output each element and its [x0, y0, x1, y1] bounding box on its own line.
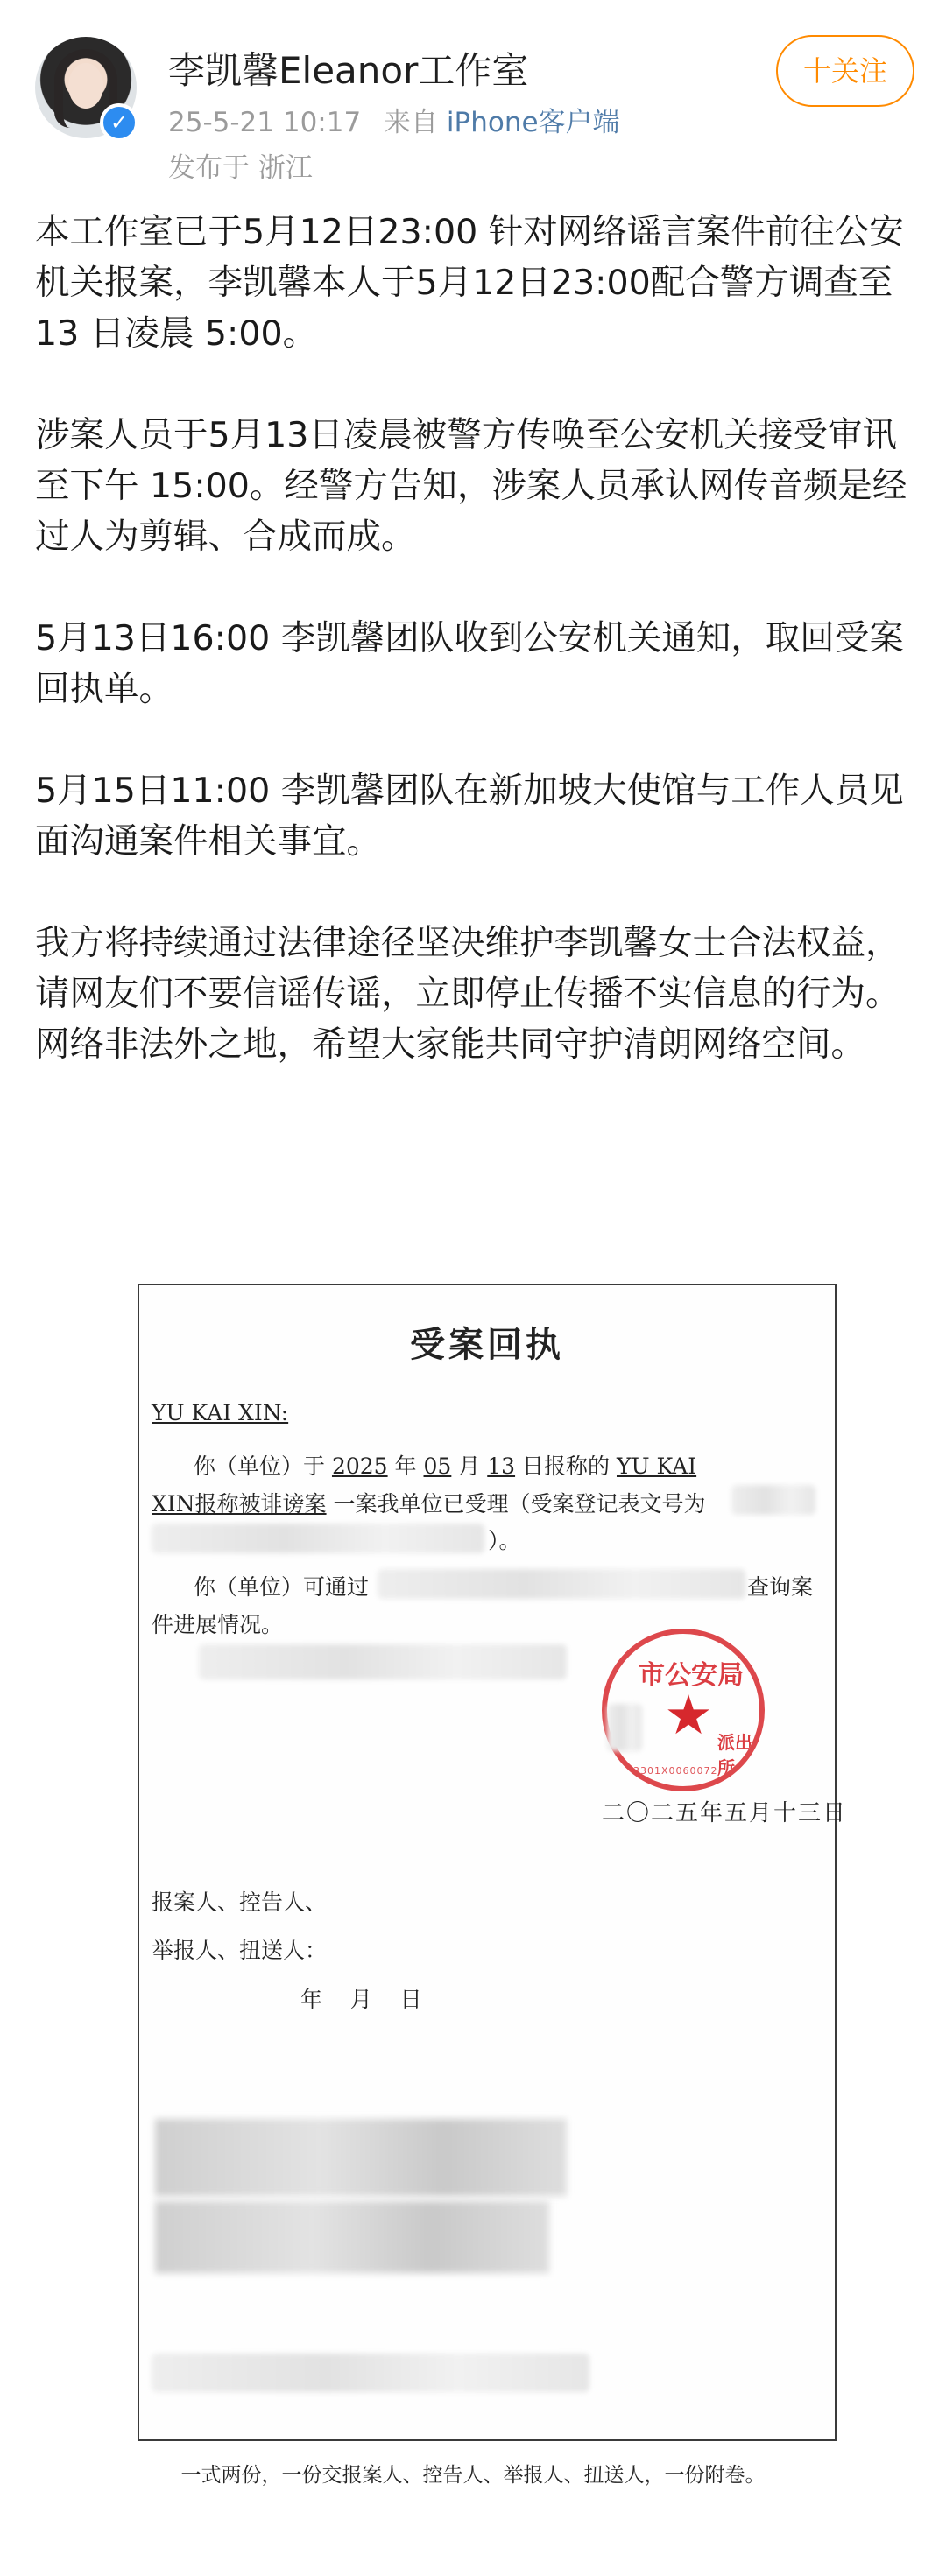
follow-button[interactable]: 十关注	[776, 35, 914, 107]
post-date: 25-5-21 10:17	[168, 107, 362, 138]
reporter-name: YU KAI	[616, 1453, 697, 1479]
redacted-seal-city	[607, 1704, 642, 1751]
redacted-block-1	[155, 2119, 567, 2196]
year-unit: 年	[394, 1453, 417, 1479]
redacted-query-method	[378, 1569, 745, 1599]
source-prefix: 来自	[384, 107, 439, 138]
document-addressee	[152, 1400, 288, 1425]
document-line-2	[152, 1487, 706, 1518]
stamp-date: 二〇二五年五月十三日	[602, 1800, 848, 1826]
case-name: XIN报称被诽谤案	[152, 1491, 327, 1517]
post-paragraph: 本工作室已于5月12日23:00 针对网络谣言案件前往公安机关报案，李凯馨本人于5月12日23:00配合警方调查至13 日凌晨 5:00。	[35, 212, 904, 354]
addressee-name: YU KAI XIN:	[152, 1400, 289, 1425]
document-footer-note: 一式两份，一份交报案人、控告人、举报人、扭送人，一份附卷。	[180, 2464, 766, 2487]
post-paragraph: 5月15日11:00 李凯馨团队在新加坡大使馆与工作人员见面沟通案件相关事宜。	[35, 771, 904, 862]
informant-label: 举报人、扭送人：	[152, 1938, 328, 1963]
verified-badge-icon: ✓	[100, 103, 138, 142]
avatar-face	[68, 63, 103, 109]
report-day: 13	[487, 1453, 516, 1479]
seal-code: 3301X0060072	[633, 1765, 718, 1777]
seal-top-text: 市公安局	[639, 1660, 744, 1691]
post-paragraph: 我方将持续通过法律途径坚决维护李凯馨女士合法权益，请网友们不要信谣传谣，立即停止传播不实信息的行为。网络非法外之地，希望大家能共同守护清朗网络空间。	[35, 923, 900, 1065]
document-line-5: 件进展情况。	[152, 1612, 284, 1637]
seal-side-text: 派出所	[717, 1732, 752, 1778]
redacted-file-number	[731, 1485, 815, 1515]
document-line-4-prefix: 你（单位）可通过	[194, 1574, 370, 1600]
document-line-3-end: ）。	[488, 1528, 521, 1553]
post-image[interactable]	[0, 1224, 946, 2576]
post-header	[0, 0, 946, 201]
reporter-label: 报案人、控告人、	[152, 1890, 328, 1915]
day-unit: 日报称的	[522, 1453, 611, 1479]
post-meta	[168, 100, 620, 139]
seal-star-icon: ★	[664, 1683, 713, 1747]
month-unit: 月	[458, 1453, 481, 1479]
document-line-4-suffix: 查询案	[747, 1574, 814, 1600]
document-line-1	[194, 1449, 696, 1481]
username[interactable]: 李凯馨Eleanor工作室	[168, 49, 529, 92]
redacted-block-2	[155, 2201, 549, 2273]
sign-date: 年 月 日	[300, 1987, 422, 2012]
source-device-link[interactable]: iPhone客户端	[446, 107, 620, 138]
redacted-block-3	[152, 2354, 589, 2392]
report-month: 05	[423, 1453, 452, 1479]
redacted-line	[199, 1644, 567, 1679]
redacted-file-number-2	[152, 1524, 484, 1553]
post-paragraph: 5月13日16:00 李凯馨团队收到公安机关通知，取回受案回执单。	[35, 618, 904, 709]
post-location: 发布于 浙江	[168, 152, 313, 184]
document-title: 受案回执	[410, 1324, 564, 1365]
post-paragraph: 涉案人员于5月13日凌晨被警方传唤至公安机关接受审讯至下午 15:00。经警方告知，涉案人员承认网传音频是经过人为剪辑、合成而成。	[35, 415, 907, 557]
report-year: 2025	[331, 1453, 388, 1479]
line1-prefix: 你（单位）于	[194, 1453, 326, 1479]
line2-suffix: 一案我单位已受理（受案登记表文号为	[333, 1491, 706, 1517]
case-receipt-document	[138, 1284, 848, 2441]
post-body	[35, 207, 911, 1121]
